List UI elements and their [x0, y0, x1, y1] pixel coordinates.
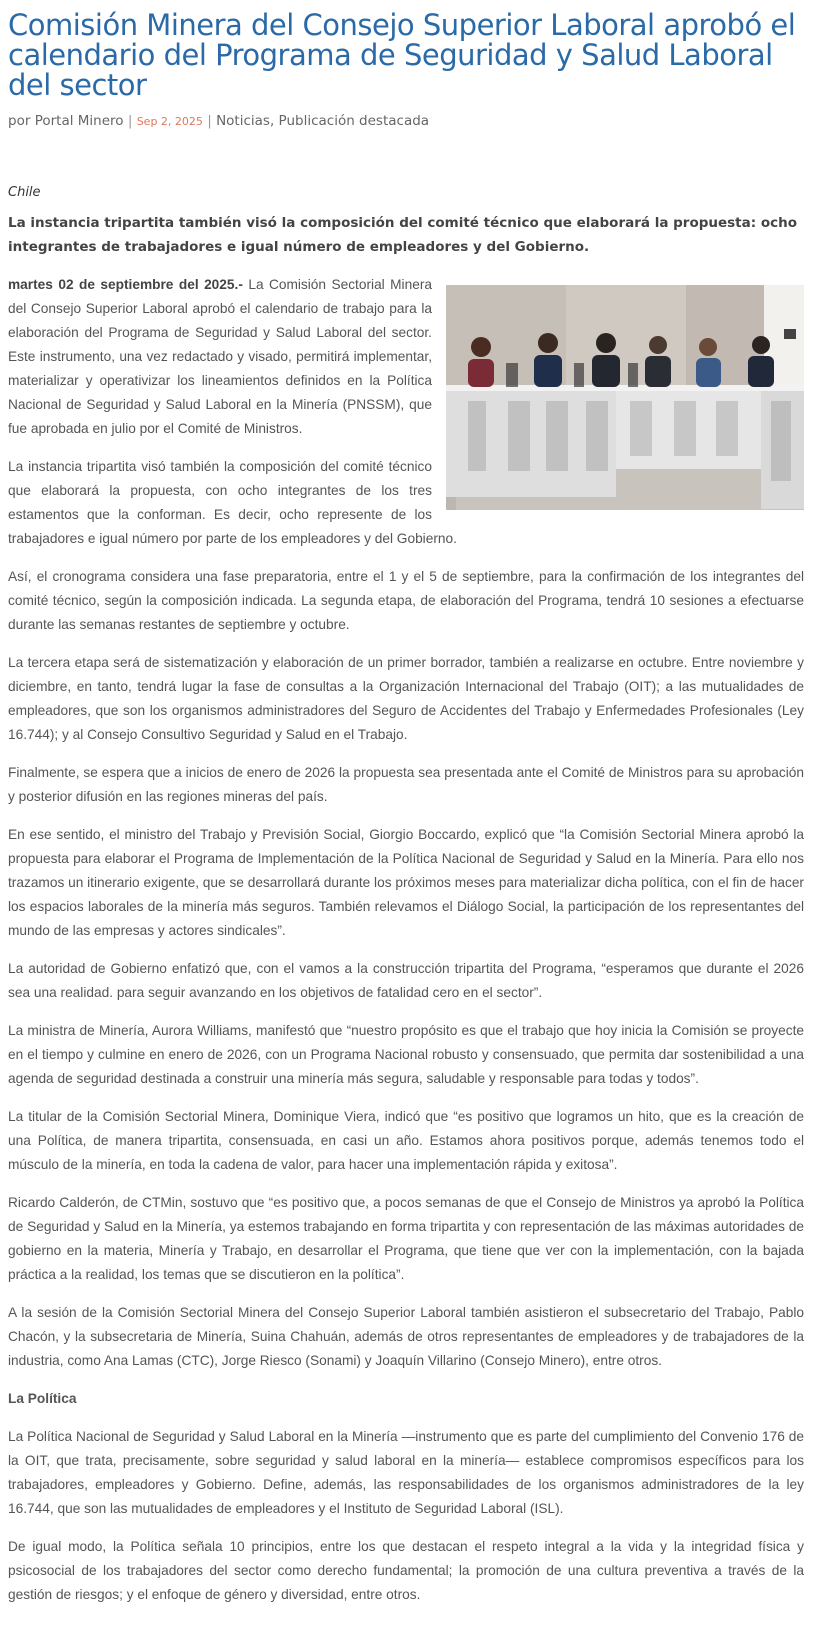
paragraph: La Política Nacional de Seguridad y Salud Laboral en la Minería —instrumento que es parte del cumplimiento del Convenio 176 de la OIT, que trata, precisamente, sobre seguridad y salud laboral en la minería— establece compromisos específicos para los trabajadores, empleadores y Gobierno. Define, además, las responsabilidades de los organismos administradores de la ley 16.744, que son las mutualidades de empleadores y el Instituto de Seguridad Laboral (ISL).	[8, 1429, 804, 1516]
paragraph-text: La Comisión Sectorial Minera del Consejo Superior Laboral aprobó el calendario de trabajo para la elaboración del Programa de Seguridad y Salud Laboral del sector. Este instrumento, una vez redactado y visado, permitirá implementar, materializar y operativizar los lineamientos definidos en la Política Nacional de Seguridad y Salud Laboral en la Minería (PNSSM), que fue aprobada en julio por el Comité de Ministros.	[8, 277, 432, 436]
paragraph: Así, el cronograma considera una fase preparatoria, entre el 1 y el 5 de septiembre, para la confirmación de los integrantes del comité técnico, según la composición indicada. La segunda etapa, de elaboración del Programa, tendrá 10 sesiones a efectuarse durante las semanas restantes de septiembre y octubre.	[8, 569, 804, 632]
post-date: Sep 2, 2025	[136, 115, 203, 128]
paragraph: Finalmente, se espera que a inicios de enero de 2026 la propuesta sea presentada ante el Comité de Ministros para su aprobación y posterior difusión en las regiones mineras del país.	[8, 765, 804, 804]
meta-separator: |	[127, 113, 133, 129]
article-title: Comisión Minera del Consejo Superior Laboral aprobó el calendario del Programa de Seguridad y Salud Laboral del sector	[8, 8, 796, 102]
article-body	[8, 273, 804, 1607]
section-heading: La Política	[8, 1391, 77, 1406]
meta-separator: |	[207, 113, 212, 129]
paragraph: La titular de la Comisión Sectorial Minera, Dominique Viera, indicó que “es positivo que logramos un hito, que es la creación de una Política, de manera tripartita, consensuada, en casi un año. Estamos ahora positivos porque, además tenemos todo el músculo de la minería, en toda la cadena de valor, para hacer una implementación rápida y exitosa”.	[8, 1109, 804, 1172]
paragraph: La tercera etapa será de sistematización y elaboración de un primer borrador, también a realizarse en octubre. Entre noviembre y diciembre, en tanto, tendrá lugar la fase de consultas a la Organización Internacional del Trabajo (OIT); a las mutualidades de empleadores, que son los organismos administradores del Seguro de Accidentes del Trabajo y Enfermedades Profesionales (Ley 16.744); y al Consejo Consultivo Seguridad y Salud en el Trabajo.	[8, 655, 804, 742]
paragraph: En ese sentido, el ministro del Trabajo y Previsión Social, Giorgio Boccardo, explicó que “la Comisión Sectorial Minera aprobó la propuesta para elaborar el Programa de Implementación de la Política Nacional de Seguridad y Salud en la Minería. Para ello nos trazamos un itinerario exigente, que se desarrollará durante los próximos meses para materializar dicha política, con el fin de hacer los espacios laborales de la minería más seguros. También relevamos el Diálogo Social, la participación de los representantes del mundo de las empresas y actores sindicales”.	[8, 827, 804, 938]
meeting-photo	[446, 285, 804, 510]
paragraph: De igual modo, la Política señala 10 principios, entre los que destacan el respeto integral a la vida y la integridad física y psicosocial de los trabajadores del sector como derecho fundamental; la promoción de una cultura preventiva a través de la gestión de riesgos; y el enfoque de género y diversidad, entre otros.	[8, 1539, 804, 1602]
article	[8, 0, 804, 1621]
paragraph: A la sesión de la Comisión Sectorial Minera del Consejo Superior Laboral también asistieron el subsecretario del Trabajo, Pablo Chacón, y la subsecretaria de Minería, Suina Chahuán, además de otros representantes de empleadores y de trabajadores de la industria, como Ana Lamas (CTC), Jorge Riesco (Sonami) y Joaquín Villarino (Consejo Minero), entre otros.	[8, 1305, 804, 1368]
paragraph: La autoridad de Gobierno enfatizó que, con el vamos a la construcción tripartita del Programa, “esperamos que durante el 2026 sea una realidad. para seguir avanzando en los objetivos de fatalidad cero en el sector”.	[8, 961, 804, 1000]
paragraph: La ministra de Minería, Aurora Williams, manifestó que “nuestro propósito es que el trabajo que hoy inicia la Comisión se proyecte en el tiempo y culmine en enero de 2026, con un Programa Nacional robusto y consensuado, que permita dar sostenibilidad a una agenda de seguridad destinada a construir una minería más segura, saludable y responsable para todas y todos”.	[8, 1023, 804, 1086]
paragraph: La instancia tripartita visó también la composición del comité técnico que elaborará la propuesta, con ocho integrantes de los tres estamentos que la conforman. Es decir, ocho represente de los trabajadores e igual número por parte de los empleadores y del Gobierno.	[8, 459, 457, 546]
paragraph: Ricardo Calderón, de CTMin, sostuvo que “es positivo que, a pocos semanas de que el Consejo de Ministros ya aprobó la Política de Seguridad y Salud en la Minería, ya estemos trabajando en forma tripartita y con representación de las máximas autoridades de gobierno en la materia, Minería y Trabajo, en desarrollar el Programa, que tiene que ver con la implementación, con la bajada práctica a la realidad, los temas que se discutieron en la política”.	[8, 1195, 804, 1282]
author-link[interactable]: Portal Minero	[34, 113, 124, 129]
by-prefix: por	[8, 113, 31, 129]
post-meta	[8, 111, 804, 132]
category-links[interactable]: Noticias, Publicación destacada	[216, 113, 430, 129]
article-lead: La instancia tripartita también visó la composición del comité técnico que elaborará la propuesta: ocho integrantes de trabajadores e igual número de empleadores y del Gobierno.	[8, 215, 798, 255]
country-label: Chile	[8, 185, 41, 200]
dateline: martes 02 de septiembre del 2025.-	[8, 277, 243, 292]
